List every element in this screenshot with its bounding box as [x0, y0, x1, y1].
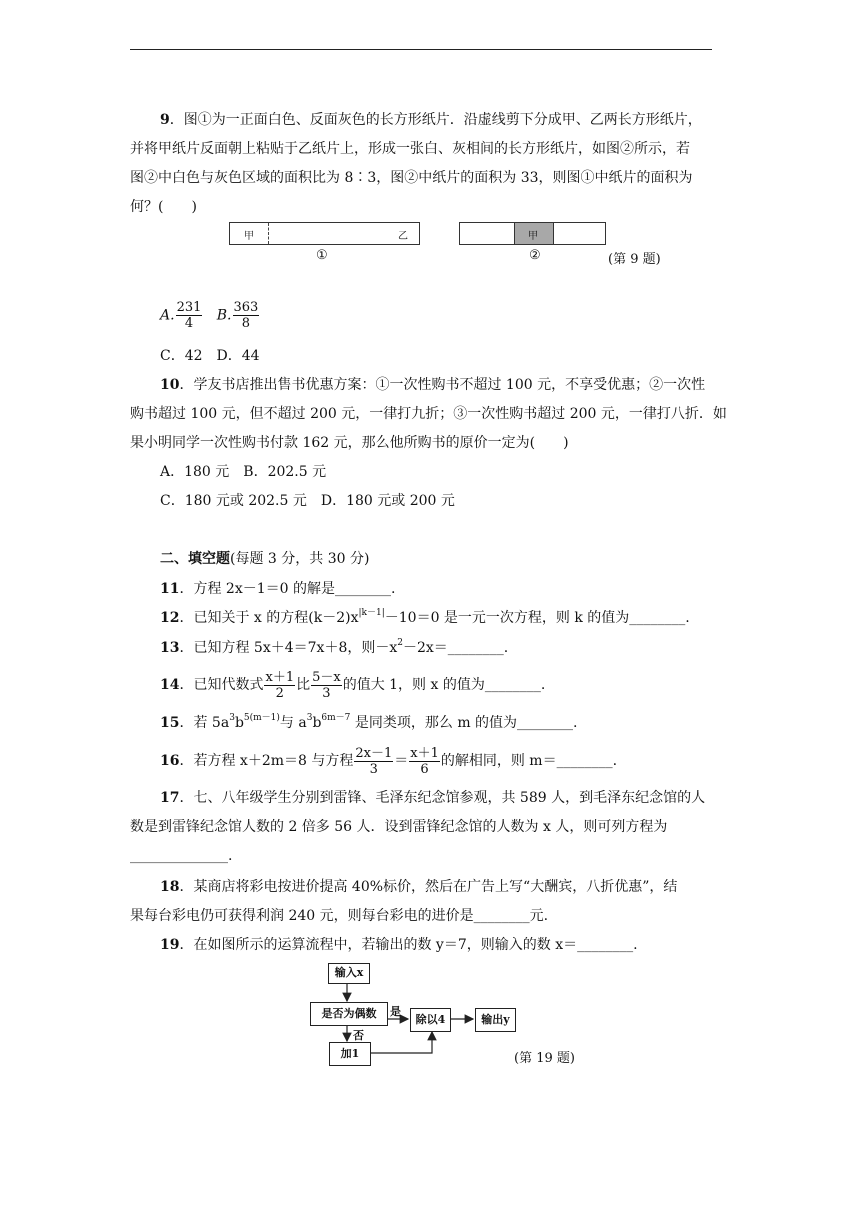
q17-line-1: 17．七、八年级学生分别到雷锋、毛泽东纪念馆参观，共 589 人，到毛泽东纪念馆的人: [160, 790, 706, 806]
q18-line-2: 果每台彩电仍可获得利润 240 元，则每台彩电的进价是________元.: [130, 908, 549, 924]
q10-line-1: 10．学友书店推出售书优惠方案：①一次性购书不超过 100 元，不享受优惠；②一次性: [160, 377, 706, 393]
q15: 15．若 $5a^3b^{5(m-1)}$与 $a^3b^{6m-7}$ 是同类项，那么 m 的值为________.: [160, 713, 578, 731]
section-2-heading: 二、填空题(每题 3 分，共 30 分): [160, 551, 370, 567]
q10-options-ab: A．180 元 B．202.5 元: [160, 464, 327, 480]
flow-input-box: 输入x: [328, 963, 370, 984]
q9-options-cd: C．42 D．44: [160, 348, 260, 364]
q9-options-ab: A. $\frac{231}{4}$ B. $\frac{363}{8}$: [160, 300, 259, 331]
flow-output-box: 输出y: [475, 1008, 516, 1032]
figure-1-label-yi: 乙: [398, 231, 408, 242]
q10-line-3: 果小明同学一次性购书付款 162 元，那么他所购书的原价一定为( ): [130, 435, 569, 451]
q19: 19．在如图所示的运算流程中，若输出的数 y＝7，则输入的数 x＝________.: [160, 937, 638, 953]
figure-1-caption: ①: [316, 248, 328, 263]
q17-line-2: 数是到雷锋纪念馆人数的 2 倍多 56 人．设到雷锋纪念馆的人数为 x 人，则可列方程为: [130, 819, 668, 835]
q9-line-1: 9．图①为一正面白色、反面灰色的长方形纸片．沿虚线剪下分成甲、乙两长方形纸片，: [160, 112, 702, 128]
q13: 13．已知方程 5x＋4＝7x＋8，则$-x^2-2x=\_\_\_\_\_\_\_\_$.: [160, 638, 509, 656]
q9-line-4: 何？( ): [130, 199, 197, 215]
q17-line-3: ______________.: [130, 848, 233, 864]
flow-yes-label: 是: [390, 1005, 401, 1018]
figure-9-caption: (第 9 题): [608, 252, 661, 267]
q9-line-2: 并将甲纸片反面朝上粘贴于乙纸片上，形成一张白、灰相间的长方形纸片，如图②所示，若: [130, 141, 690, 157]
q18-line-1: 18．某商店将彩电按进价提高 40%标价，然后在广告上写“大酬宾，八折优惠”，结: [160, 879, 678, 895]
flow-even-check-box: 是否为偶数: [310, 1002, 388, 1026]
q10-options-cd: C．180 元或 202.5 元 D．180 元或 200 元: [160, 493, 455, 509]
figure-19-caption: (第 19 题): [514, 1051, 575, 1066]
q16: 16．若方程 x＋2m＝8 与方程 $\frac{2x-1}{3}$ ＝ $\frac{x+1}{6}$ 的解相同，则 m＝________.: [160, 745, 618, 777]
figure-2-caption: ②: [529, 248, 541, 263]
figure-2-label-jia: 甲: [528, 231, 538, 242]
flow-divide-box: 除以4: [410, 1008, 451, 1032]
q12: 12．已知关于 x 的方程$(k-2)x^{|k-1|}-10=0$ 是一元一次方程，则 k 的值为________.: [160, 608, 690, 626]
figure-1-label-jia: 甲: [244, 231, 254, 242]
flow-no-label: 否: [353, 1029, 364, 1042]
q9-line-3: 图②中白色与灰色区域的面积比为 8∶3，图②中纸片的面积为 33，则图①中纸片的面积为: [130, 170, 693, 186]
flow-add-box: 加1: [329, 1042, 371, 1066]
q11: 11．方程 2x－1＝0 的解是________.: [160, 581, 396, 597]
q10-line-2: 购书超过 100 元，但不超过 200 元，一律打九折；③一次性购书超过 200 元，一律打八折．如: [130, 406, 727, 422]
q14: 14．已知代数式 $\frac{x+1}{2}$ 比 $\frac{5-x}{3}$ 的值大 1，则 x 的值为________.: [160, 669, 546, 701]
